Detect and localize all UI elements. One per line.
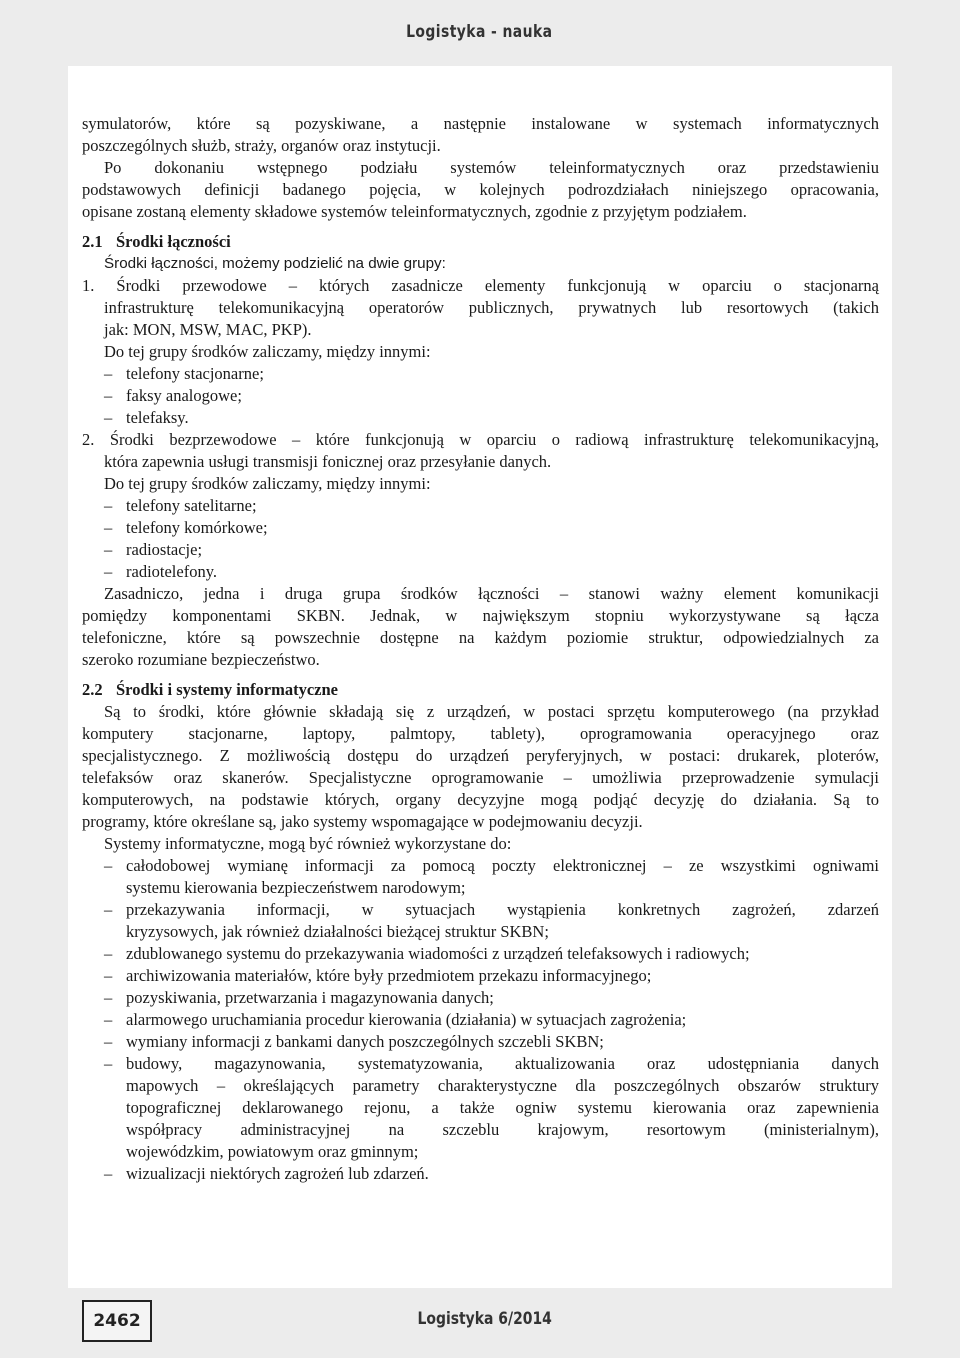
section-title: Środki łączności [116,232,231,251]
page-number-box [82,1300,152,1342]
list-item: – wymiany informacji z bankami danych poszczególnych szczebli SKBN; [104,1032,604,1051]
paragraph-line: Do tej grupy środków zaliczamy, między innymi: [104,342,431,361]
section-number: 2.1 [82,232,103,251]
list-item: – przekazywania informacji, w sytuacjach wystąpienia konkretnych zagrożeń, zdarzeń kryzysowych, jak również działalności bieżącej struktur SKBN; [104,900,879,941]
running-header: Logistyka - nauka [405,22,552,42]
article-content [82,113,879,1185]
paragraph-line: pomiędzy komponentami SKBN. Jednak, w największym stopniu wykorzystywane są łącza [82,606,879,625]
list-item: – wizualizacji niektórych zagrożeń lub zdarzeń. [104,1164,429,1183]
paragraph-line: infrastrukturę telekomunikacyjną operatorów publicznych, prywatnych lub resortowych (takich [104,298,879,317]
paragraph-line: komputery stacjonarne, laptopy, palmtopy, tablety), oprogramowania operacyjnego oraz [82,724,879,743]
section-title: Środki i systemy informatyczne [116,680,338,699]
paragraph-line: Zasadniczo, jedna i druga grupa środków łączności – stanowi ważny element komunikacji [104,584,879,603]
paragraph-line: jak: MON, MSW, MAC, PKP). [104,320,312,339]
paragraph-line: telefaksów oraz skanerów. Specjalistyczne oprogramowanie – umożliwia przeprowadzenie symulacji [82,768,879,787]
list-item: – pozyskiwania, przetwarzania i magazynowania danych; [104,988,494,1007]
paragraph-line: Po dokonaniu wstępnego podziału systemów teleinformatycznych oraz przedstawieniu [104,158,879,177]
page-body [68,66,892,1288]
page-number: 2462 [93,1311,141,1331]
list-item: – telefony komórkowe; [104,518,268,537]
paragraph-line: szeroko rozumiane bezpieczeństwo. [82,650,320,669]
list-item: – faksy analogowe; [104,386,242,405]
paragraph-line: Do tej grupy środków zaliczamy, między innymi: [104,474,431,493]
section-heading [82,231,879,253]
paragraph-line: symulatorów, które są pozyskiwane, a następnie instalowane w systemach informatycznych [82,114,879,133]
paragraph-line: 2. Środki bezprzewodowe – które funkcjonują w oparciu o radiową infrastrukturę telekomunikacyjną, [82,430,879,449]
paragraph-line: Systemy informatyczne, mogą być również wykorzystane do: [104,834,512,853]
section-number: 2.2 [82,680,103,699]
list-item: – zdublowanego systemu do przekazywania wiadomości z urządzeń telefaksowych i radiowych; [104,944,750,963]
bullet-list [82,495,879,583]
paragraph-line: podstawowych definicji badanego pojęcia, w kolejnych podrozdziałach niniejszego opracowania, [82,180,879,199]
bullet-list [82,363,879,429]
list-item: – alarmowego uruchamiania procedur kierowania (działania) w sytuacjach zagrożenia; [104,1010,687,1029]
list-item: – archiwizowania materiałów, które były przedmiotem przekazu informacyjnego; [104,966,652,985]
paragraph-line: specjalistycznego. Z możliwością dostępu do urządzeń peryferyjnych, w postaci: drukarek, ploterów, [82,746,879,765]
list-item: – całodobowej wymianę informacji za pomocą poczty elektronicznej – ze wszystkimi ogniwami systemu kierowania bezpieczeństwem narodowym; [104,856,879,897]
list-item: – telefaksy. [104,408,189,427]
paragraph-line: komputerowych, na podstawie których, organy decyzyjne mogą podjąć decyzję do działania. Są to [82,790,879,809]
paragraph-line: opisane zostaną elementy składowe systemów teleinformatycznych, zgodnie z przyjętym podziałem. [82,202,747,221]
list-item: – radiostacje; [104,540,203,559]
paragraph-line: programy, które określane są, jako systemy wspomagające w podejmowaniu decyzji. [82,812,643,831]
paragraph-line: Środki łączności, możemy podzielić na dwie grupy: [104,255,446,272]
list-item: – telefony stacjonarne; [104,364,264,383]
paragraph-line: Są to środki, które głównie składają się z urządzeń, w postaci sprzętu komputerowego (na przykład [104,702,879,721]
section-heading [82,679,879,701]
paragraph-line: która zapewnia usługi transmisji fonicznej oraz przesyłanie danych. [104,452,552,471]
list-item: – radiotelefony. [104,562,218,581]
journal-issue: Logistyka 6/2014 [417,1309,552,1329]
paragraph-line: telefoniczne, które są powszechnie dostępne na każdym poziomie struktur, odpowiedzialnych za [82,628,879,647]
list-item: – budowy, magazynowania, systematyzowania, aktualizowania oraz udostępniania danych mapowych – określających parametry charakterystyczne dla poszczególnych obszarów struktury topograficznej deklarowanego rejonu, a także ogniw systemu kierowania oraz zapewnienia współpracy administracyjnej na szczeblu krajowym, resortowym (ministerialnym), wojewódzkim, powiatowym oraz gminnym; [104,1054,879,1161]
paragraph-line: 1. Środki przewodowe – których zasadnicze elementy funkcjonują w oparciu o stacjonarną [82,276,879,295]
paragraph-line: poszczególnych służb, straży, organów oraz instytucji. [82,136,441,155]
bullet-list [82,855,879,1185]
list-item: – telefony satelitarne; [104,496,257,515]
